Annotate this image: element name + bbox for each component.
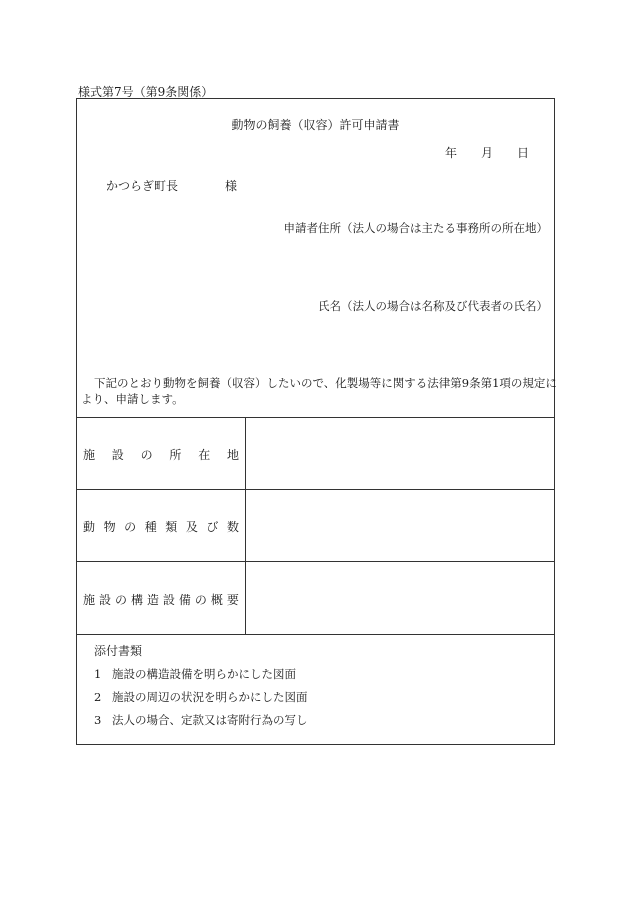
attachment-text: 施設の周辺の状況を明らかにした図面 [112,690,308,704]
row-label-char: 在 [198,448,211,462]
row-label-char: 概 [210,593,223,607]
addressee: かつらぎ町長 [106,179,179,193]
honorific: 様 [225,179,238,193]
form-title: 動物の飼養（収容）許可申請書 [231,118,400,132]
row-label-char: 施 [83,593,96,607]
attachment-number: 2 [94,690,102,704]
row-label-char: 動 [83,520,96,534]
date-day: 日 [517,146,530,160]
attachment-text: 施設の構造設備を明らかにした図面 [112,667,296,681]
row-label-facility-location [83,446,239,463]
attachment-item [94,666,296,682]
form-number-label: 様式第7号（第9条関係） [78,85,214,99]
application-form [76,98,555,745]
row-label-char: 数 [226,520,239,534]
row-label-char: の [194,593,207,607]
divider [77,561,554,562]
statement-line-1: 下記のとおり動物を飼養（収容）したいので、化製場等に関する法律第9条第1項の規定に [94,376,557,390]
row-label-char: 構 [130,593,143,607]
row-label-char: の [114,593,127,607]
row-label-char: 地 [226,448,239,462]
row-label-char: 設 [111,448,124,462]
divider [77,489,554,490]
column-divider [245,417,246,634]
divider [77,634,554,635]
row-label-char: び [206,520,219,534]
row-label-char: 造 [146,593,159,607]
statement-line-2: より、申請します。 [81,392,184,406]
row-label-char: 備 [178,593,191,607]
row-label-char: 設 [162,593,175,607]
row-label-char: の [140,448,153,462]
row-label-char: 類 [165,520,178,534]
attachments-heading: 添付書類 [94,644,143,658]
attachment-number: 3 [94,713,102,727]
row-label-char: 物 [103,520,116,534]
attachment-text: 法人の場合、定款又は寄附行為の写し [112,713,308,727]
row-label-facility-structure [83,591,239,608]
row-label-animal-type-count [83,518,239,535]
attachment-number: 1 [94,667,102,681]
row-label-char: の [124,520,137,534]
applicant-address-label: 申請者住所（法人の場合は主たる事務所の所在地） [283,221,548,235]
row-label-char: 要 [226,593,239,607]
row-label-char: 設 [98,593,111,607]
date-month: 月 [481,146,494,160]
attachment-item [94,712,308,728]
row-label-char: 所 [169,448,182,462]
row-label-char: 及 [185,520,198,534]
applicant-name-label: 氏名（法人の場合は名称及び代表者の氏名） [318,299,548,313]
row-label-char: 種 [144,520,157,534]
divider [77,417,554,418]
date-year: 年 [445,146,458,160]
row-label-char: 施 [83,448,96,462]
attachment-item [94,689,308,705]
